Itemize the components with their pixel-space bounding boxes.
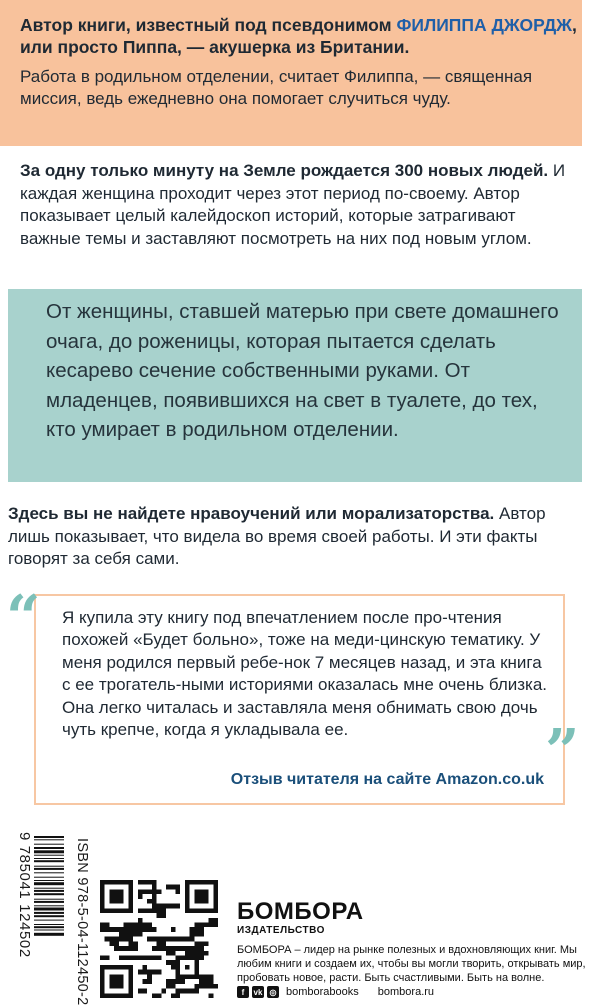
- instagram-icon[interactable]: ◎: [267, 986, 279, 998]
- author-intro-heading: [20, 14, 580, 58]
- close-quote-icon: ”: [545, 717, 580, 787]
- intro-suffix: , или просто Пиппа, — акушерка из Британии.: [20, 15, 577, 57]
- facebook-icon[interactable]: f: [237, 986, 249, 998]
- barcode-number: 9 785041 124502: [16, 832, 33, 958]
- summary-paragraph: [8, 503, 582, 571]
- description-text: И каждая женщина проходит через этот период по-своему. Автор показывает целый калейдоскоп историй, которые затрагивают важные темы и заставляют посмотреть на них под новым углом.: [20, 161, 566, 248]
- description-paragraph: [20, 160, 580, 250]
- publisher-about: БОМБОРА – лидер на рынке полезных и вдохновляющих книг. Мы любим книги и создаем их, чтобы вы могли творить, открывать мир, пробовать новое, расти. Быть счастливыми. Быть на волне.: [237, 944, 586, 985]
- barcode-digits: [0, 832, 33, 1000]
- qr-code-icon[interactable]: [100, 880, 218, 998]
- publisher-subtitle: ИЗДАТЕЛЬСТВО: [237, 925, 325, 936]
- publisher-logo: БОМБОРА: [237, 898, 364, 925]
- summary-lead: Здесь вы не найдете нравоучений или морализаторства.: [8, 504, 495, 523]
- highlight-text: От женщины, ставшей матерью при свете домашнего очага, до роженицы, которая пытается сделать кесарево сечение собственными руками. От младенцев, появившихся на свет в туалете, до тех, кто умирает в родильном отделении.: [46, 300, 559, 442]
- review-source: Отзыв читателя на сайте Amazon.co.uk: [230, 771, 544, 788]
- intro-prefix: Автор книги, известный под псевдонимом: [20, 15, 397, 35]
- vk-icon[interactable]: vk: [253, 987, 263, 997]
- author-intro-text: Работа в родильном отделении, считает Филиппа, — священная миссия, ведь ежедневно она помогает случиться чуду.: [20, 67, 533, 108]
- review-text: Я купила эту книгу под впечатлением после про-чтения похожей «Будет больно», тоже на меди-цинскую тематику. У меня родился первый ребе-нок 7 месяцев назад, и эта книга с ее трогатель-ными историями оказалась мне очень близка. Она легко читалась и заставляла меня обнимать свою дочь чуть крепче, когда я укладывала ее.: [62, 608, 548, 740]
- isbn-text: ISBN 978-5-04-112450-2: [74, 838, 90, 1006]
- summary-text: Автор лишь показывает, что видела во время своей работы. И эти факты говорят за себя сами.: [8, 504, 546, 568]
- author-name: ФИЛИППА ДЖОРДЖ: [396, 15, 572, 35]
- social-links: [237, 985, 434, 999]
- barcode-icon: [34, 832, 64, 1000]
- description-lead: За одну только минуту на Земле рождается 300 новых людей.: [20, 161, 549, 180]
- social-handle[interactable]: bomborabooks: [286, 986, 359, 998]
- open-quote-icon: “: [6, 583, 41, 653]
- isbn-label: [66, 832, 94, 1006]
- website-link[interactable]: bombora.ru: [377, 986, 435, 998]
